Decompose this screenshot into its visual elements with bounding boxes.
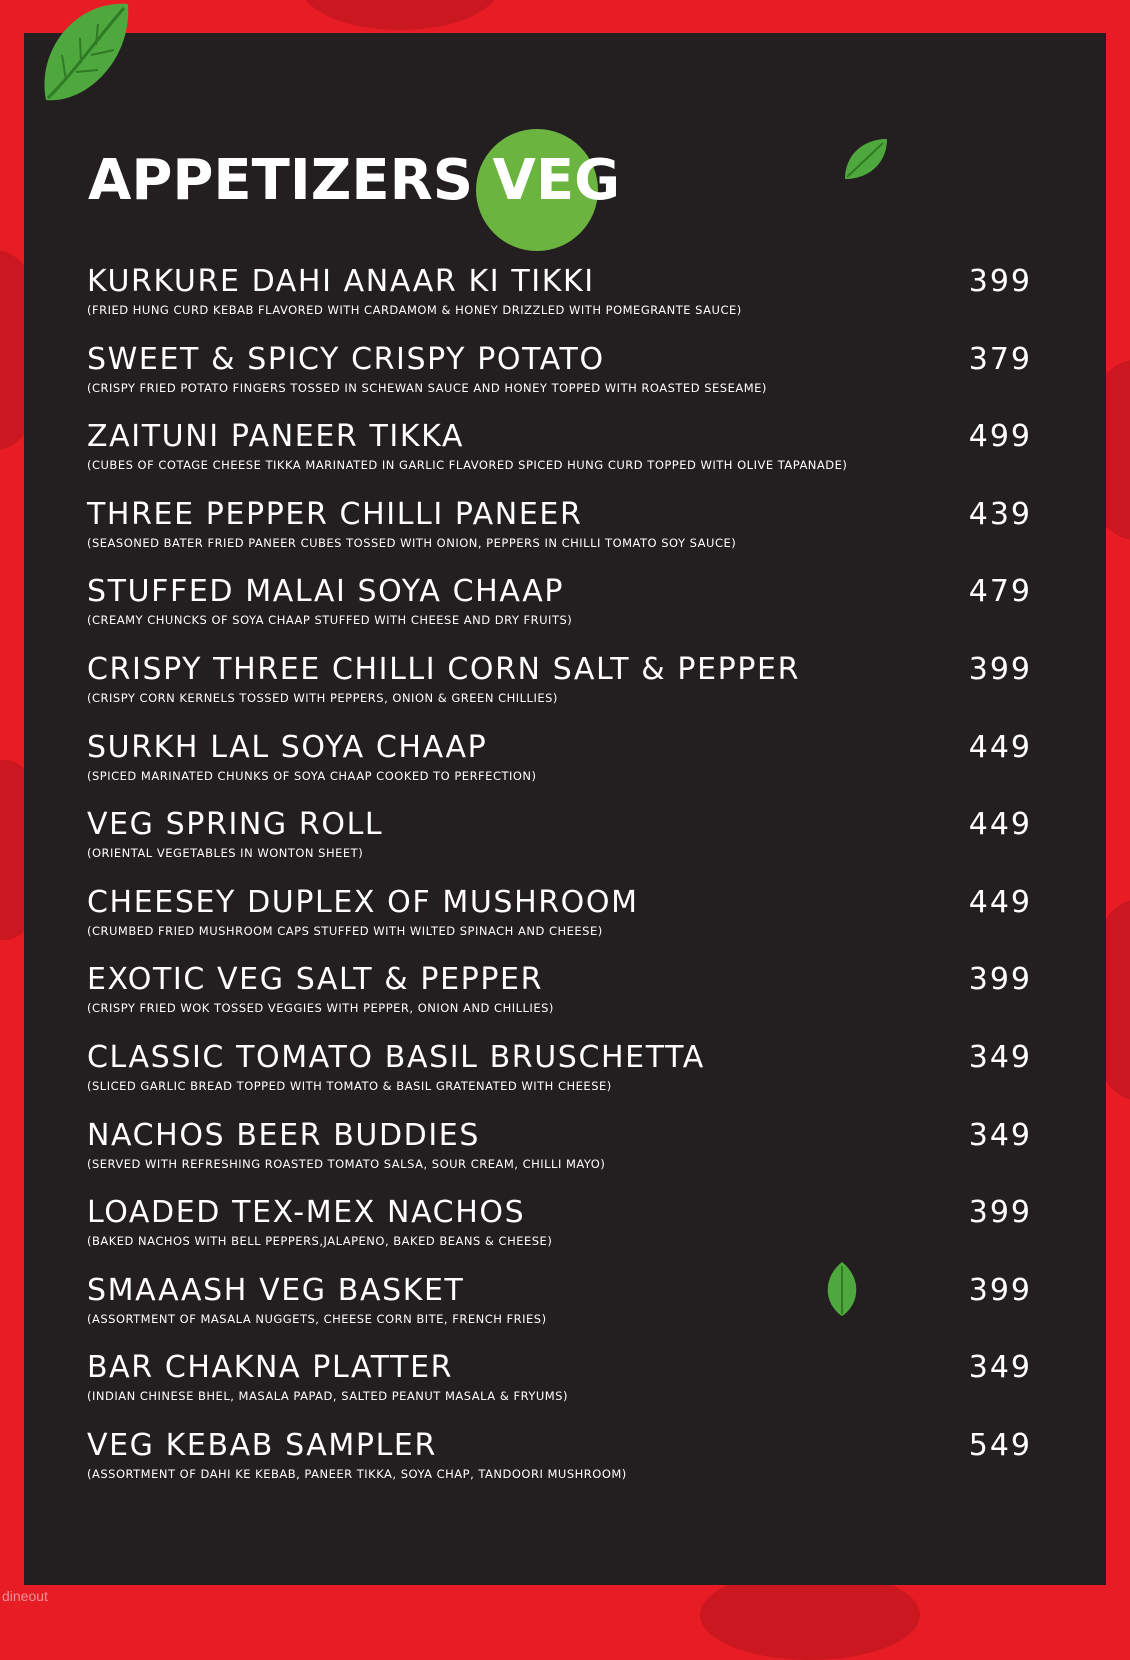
item-price: 439 (968, 496, 1032, 532)
menu-item (87, 808, 1032, 860)
item-description: (INDIAN CHINESE BHEL, MASALA PAPAD, SALTED PEANUT MASALA & FRYUMS) (87, 1389, 568, 1404)
item-description: (ASSORTMENT OF DAHI KE KEBAB, PANEER TIKKA, SOYA CHAP, TANDOORI MUSHROOM) (87, 1467, 627, 1481)
menu-item (87, 963, 1032, 1015)
item-name: LOADED TEX-MEX NACHOS (87, 1195, 526, 1231)
menu-item (87, 343, 1032, 395)
item-name: EXOTIC VEG SALT & PEPPER (87, 962, 544, 998)
page-title: APPETIZERS VEG (88, 148, 621, 213)
item-description: (CRISPY CORN KERNELS TOSSED WITH PEPPERS, ONION & GREEN CHILLIES) (87, 691, 558, 705)
item-name: BAR CHAKNA PLATTER (87, 1350, 454, 1386)
item-description: (SPICED MARINATED CHUNKS OF SOYA CHAAP COOKED TO PERFECTION) (87, 768, 537, 783)
item-price: 549 (968, 1428, 1032, 1463)
basil-leaf-icon (36, 0, 132, 104)
menu-item (87, 731, 1032, 783)
item-description: (CREAMY CHUNCKS OF SOYA CHAAP STUFFED WITH CHEESE AND DRY FRUITS) (87, 613, 573, 628)
menu-item (87, 420, 1032, 472)
item-price: 399 (968, 962, 1032, 998)
item-name: ZAITUNI PANEER TIKKA (87, 419, 464, 455)
menu-item (87, 1041, 1032, 1093)
menu-item (87, 1196, 1032, 1248)
item-description: (FRIED HUNG CURD KEBAB FLAVORED WITH CARDAMOM & HONEY DRIZZLED WITH POMEGRANTE SAUCE) (87, 303, 742, 317)
item-name: CRISPY THREE CHILLI CORN SALT & PEPPER (87, 652, 801, 687)
tomato-decoration (300, 0, 500, 30)
watermark: dineout (2, 1588, 48, 1604)
menu-item (87, 498, 1032, 550)
item-price: 479 (968, 574, 1032, 610)
item-price: 449 (968, 729, 1032, 765)
menu-item (87, 1429, 1032, 1481)
item-name: THREE PEPPER CHILLI PANEER (87, 496, 583, 532)
item-name: SWEET & SPICY CRISPY POTATO (87, 341, 605, 377)
item-price: 399 (968, 652, 1032, 687)
item-price: 449 (968, 884, 1032, 920)
item-description: (BAKED NACHOS WITH BELL PEPPERS,JALAPENO, BAKED BEANS & CHEESE) (87, 1234, 553, 1249)
item-description: (CRISPY FRIED POTATO FINGERS TOSSED IN SCHEWAN SAUCE AND HONEY TOPPED WITH ROASTED SESEAME) (87, 380, 767, 395)
item-description: (SERVED WITH REFRESHING ROASTED TOMATO SALSA, SOUR CREAM, CHILLI MAYO) (87, 1156, 606, 1171)
item-price: 399 (968, 1195, 1032, 1231)
menu-item (87, 265, 1032, 317)
menu-item (87, 1274, 1032, 1326)
item-name: KURKURE DAHI ANAAR KI TIKKI (87, 264, 595, 299)
item-price: 349 (968, 1117, 1032, 1153)
item-price: 379 (968, 341, 1032, 377)
item-description: (SLICED GARLIC BREAD TOPPED WITH TOMATO & BASIL GRATENATED WITH CHEESE) (87, 1079, 612, 1093)
item-description: (ASSORTMENT OF MASALA NUGGETS, CHEESE CORN BITE, FRENCH FRIES) (87, 1311, 547, 1326)
menu-item (87, 1351, 1032, 1403)
item-name: CHEESEY DUPLEX OF MUSHROOM (87, 884, 639, 920)
item-price: 449 (968, 807, 1032, 843)
item-description: (CRISPY FRIED WOK TOSSED VEGGIES WITH PEPPER, ONION AND CHILLIES) (87, 1001, 554, 1016)
item-name: VEG SPRING ROLL (87, 807, 384, 843)
menu-item (87, 886, 1032, 938)
item-name: VEG KEBAB SAMPLER (87, 1428, 437, 1463)
item-name: SURKH LAL SOYA CHAAP (87, 729, 488, 765)
item-price: 399 (968, 1272, 1032, 1308)
leaf-icon (843, 137, 889, 181)
item-description: (ORIENTAL VEGETABLES IN WONTON SHEET) (87, 846, 364, 861)
item-name: NACHOS BEER BUDDIES (87, 1117, 480, 1153)
item-price: 349 (968, 1350, 1032, 1386)
menu-item (87, 1119, 1032, 1171)
item-price: 399 (968, 264, 1032, 299)
item-name: SMAAASH VEG BASKET (87, 1272, 465, 1308)
item-price: 499 (968, 419, 1032, 455)
item-description: (CUBES OF COTAGE CHEESE TIKKA MARINATED IN GARLIC FLAVORED SPICED HUNG CURD TOPPED WITH OLIVE TAPANADE) (87, 458, 848, 473)
item-name: CLASSIC TOMATO BASIL BRUSCHETTA (87, 1040, 705, 1075)
item-price: 349 (968, 1040, 1032, 1075)
menu-item (87, 575, 1032, 627)
item-description: (CRUMBED FRIED MUSHROOM CAPS STUFFED WITH WILTED SPINACH AND CHEESE) (87, 923, 603, 938)
item-name: STUFFED MALAI SOYA CHAAP (87, 574, 565, 610)
item-description: (SEASONED BATER FRIED PANEER CUBES TOSSED WITH ONION, PEPPERS IN CHILLI TOMATO SOY SAUCE) (87, 535, 737, 550)
menu-item (87, 653, 1032, 705)
